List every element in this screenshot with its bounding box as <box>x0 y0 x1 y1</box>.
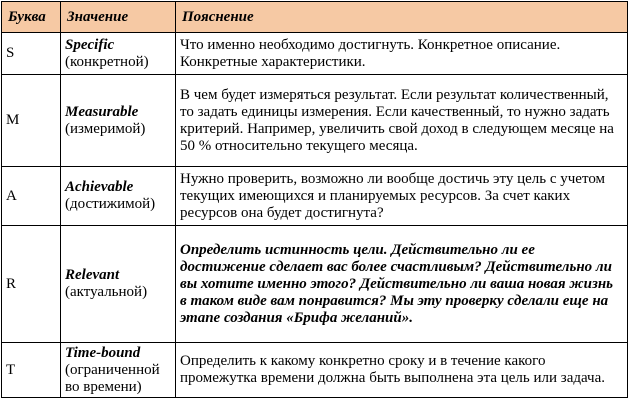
header-meaning: Значение <box>61 2 176 33</box>
term-cell <box>61 343 176 398</box>
letter-cell: T <box>2 343 61 398</box>
term-cell <box>61 33 176 75</box>
explanation-cell: Определить истинность цели. Действительно ли ее достижение сделает вас более счастливым? Действительно ли вы хотите именно этого? Действительно ли ваша новая жизнь в таком виде вам понравится? Мы эту проверку сделали еще на этапе создания «Брифа желаний». <box>176 226 628 343</box>
term-english: Specific <box>65 36 115 53</box>
letter-cell: A <box>2 167 61 226</box>
table-row-a <box>2 167 628 226</box>
smart-criteria-table <box>1 1 628 398</box>
table-row-s <box>2 33 628 75</box>
explanation-cell: В чем будет измеряться результат. Если результат количественный, то задать единицы измерения. Если качественный, то нужно задать критерий. Например, увеличить свой доход в следующем месяце на 50 % относительно текущего месяца. <box>176 75 628 167</box>
term-english: Measurable <box>65 103 139 120</box>
explanation-cell: Что именно необходимо достигнуть. Конкретное описание. Конкретные характеристики. <box>176 33 628 75</box>
term-english: Relevant <box>65 267 120 283</box>
term-english: Achievable <box>65 179 134 195</box>
term-russian: (актуальной) <box>65 284 148 300</box>
table-row-m <box>2 75 628 167</box>
header-explanation: Пояснение <box>176 2 628 33</box>
explanation-cell: Нужно проверить, возможно ли вообще достичь эту цель с учетом текущих имеющихся и планируемых ресурсов. За счет каких ресурсов она будет достигнута? <box>176 167 628 226</box>
table-row-r <box>2 226 628 343</box>
term-russian: (ограниченной во времени) <box>65 361 160 395</box>
letter-cell: S <box>2 33 61 75</box>
explanation-cell: Определить к какому конкретно сроку и в течение какого промежутка времени должна быть выполнена эта цель или задача. <box>176 343 628 398</box>
letter-cell: R <box>2 226 61 343</box>
term-english: Time-bound <box>65 344 141 361</box>
term-cell <box>61 167 176 226</box>
header-row <box>2 2 628 33</box>
letter-cell: M <box>2 75 61 167</box>
term-cell <box>61 75 176 167</box>
table-row-t <box>2 343 628 398</box>
term-cell <box>61 226 176 343</box>
term-russian: (конкретной) <box>65 53 149 70</box>
term-russian: (измеримой) <box>65 120 146 137</box>
term-russian: (достижимой) <box>65 196 156 212</box>
header-letter: Буква <box>2 2 61 33</box>
